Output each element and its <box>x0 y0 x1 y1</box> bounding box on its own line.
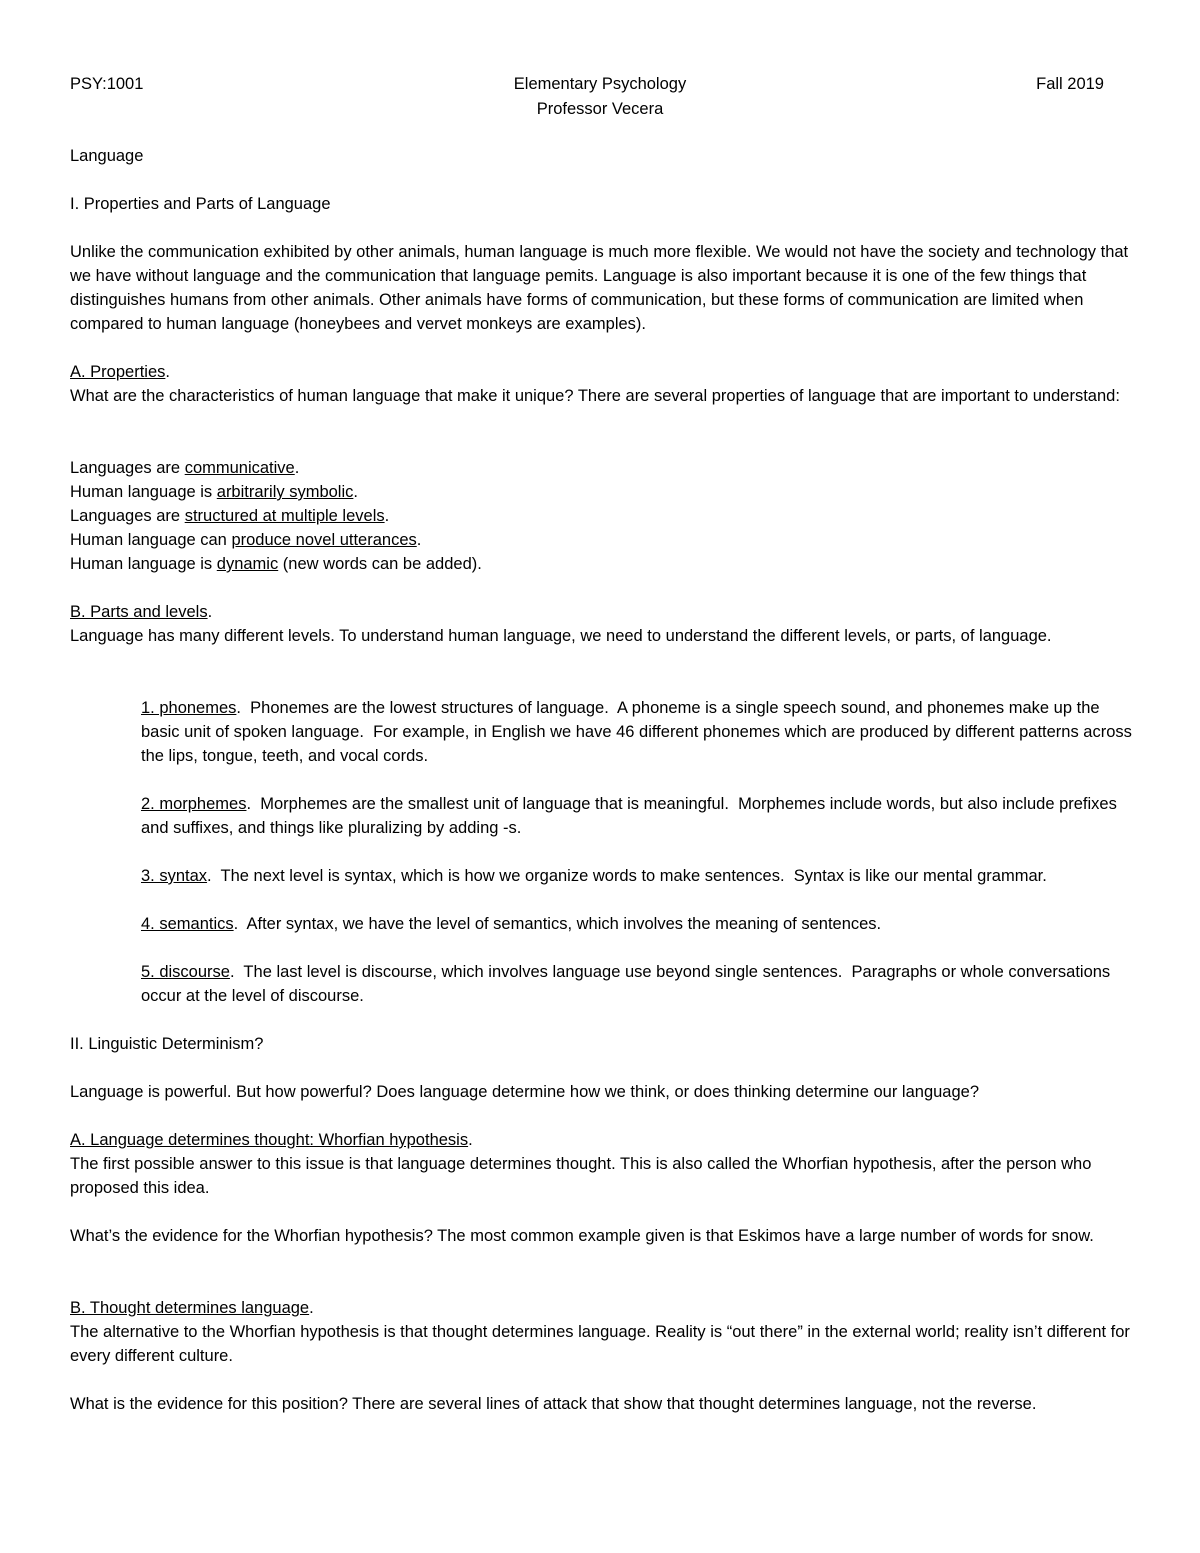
property-term: communicative <box>184 459 295 477</box>
section-2a-heading: A. Language determines thought: Whorfian hypothesis. <box>70 1131 473 1149</box>
section-2-heading: II. Linguistic Determinism? <box>70 1035 264 1053</box>
property-suffix: . <box>416 531 422 549</box>
section-2-intro: Language is powerful. But how powerful? Does language determine how we think, or does thinking determine our language? <box>70 1083 979 1101</box>
property-prefix: Languages are <box>70 459 185 477</box>
section-1-intro: Unlike the communication exhibited by other animals, human language is much more flexible. We would not have the society and technology that we have without language and the communication that language pemits. Language is also important because it is one of the few things that distinguishes humans from other animals. Other animals have forms of communication, but these forms of communication are limited when compared to human language (honeybees and vervet monkeys are examples). <box>70 243 1129 333</box>
section-1a-body: What are the characteristics of human language that make it unique? There are several properties of language that are important to understand: <box>70 387 1120 405</box>
property-prefix: Human language is <box>70 483 217 501</box>
section-1a-heading: A. Properties. <box>70 363 170 381</box>
property-item <box>70 456 299 480</box>
level-term: 5. discourse <box>141 963 230 981</box>
level-text: After syntax, we have the level of semantics, which involves the meaning of sentences. <box>238 915 882 933</box>
course-title: Elementary Psychology <box>513 75 687 93</box>
section-2b-heading: B. Thought determines language. <box>70 1299 314 1317</box>
section-1b-heading: B. Parts and levels. <box>70 603 213 621</box>
level-term: 1. phonemes <box>141 699 237 717</box>
level-item: 2. morphemes. Morphemes are the smallest unit of language that is meaningful. Morphemes include words, but also include prefixes and suffixes, and things like pluralizing by adding -s. <box>141 795 1122 837</box>
property-term: arbitrarily symbolic <box>216 483 354 501</box>
topic-title: Language <box>70 147 144 165</box>
section-2b-heading-text: B. Thought determines language <box>70 1299 310 1317</box>
level-item: 1. phonemes. Phonemes are the lowest structures of language. A phoneme is a single speech sound, and phonemes make up the basic unit of spoken language. For example, in English we have 46 different phonemes which are produced by different patterns across the lips, tongue, teeth, and vocal cords. <box>141 699 1137 765</box>
level-term: 2. morphemes <box>141 795 247 813</box>
level-item: 4. semantics. After syntax, we have the level of semantics, which involves the meaning of sentences. <box>141 915 882 933</box>
property-term: produce novel utterances <box>231 531 417 549</box>
section-1b-heading-text: B. Parts and levels <box>70 603 208 621</box>
level-term: 3. syntax <box>141 867 208 885</box>
level-text: Morphemes are the smallest unit of language that is meaningful. Morphemes include words, but also include prefixes and suffixes, and things like pluralizing by adding -s. <box>141 795 1122 837</box>
property-prefix: Human language is <box>70 555 217 573</box>
property-item <box>70 528 421 552</box>
section-2b-body-1: The alternative to the Whorfian hypothesis is that thought determines language. Reality is “out there” in the external world; reality isn’t different for every different culture. <box>70 1323 1130 1365</box>
professor-name: Professor Vecera <box>536 100 664 118</box>
level-term: 4. semantics <box>141 915 234 933</box>
property-term: structured at multiple levels <box>184 507 385 525</box>
property-item <box>70 504 389 528</box>
section-2b-body-2: What is the evidence for this position? There are several lines of attack that show that thought determines language, not the reverse. <box>70 1395 1037 1413</box>
property-item <box>70 480 358 504</box>
section-2a-heading-text: A. Language determines thought: Whorfian hypothesis <box>70 1131 469 1149</box>
property-suffix: . <box>353 483 358 501</box>
property-suffix: . <box>294 459 300 477</box>
level-item: 5. discourse. The last level is discourse, which involves language use beyond single sentences. Paragraphs or whole conversations occur at the level of discourse. <box>141 963 1115 1005</box>
level-text: Phonemes are the lowest structures of language. A phoneme is a single speech sound, and phonemes make up the basic unit of spoken language. For example, in English we have 46 different phonemes which are produced by different patterns across the lips, tongue, teeth, and vocal cords. <box>141 699 1137 765</box>
level-item: 3. syntax. The next level is syntax, which is how we organize words to make sentences. Syntax is like our mental grammar. <box>141 867 1047 885</box>
section-1a-heading-text: A. Properties <box>70 363 166 381</box>
level-text: The last level is discourse, which involves language use beyond single sentences. Paragraphs or whole conversations occur at the level of discourse. <box>141 963 1115 1005</box>
section-1b-body: Language has many different levels. To understand human language, we need to understand the different levels, or parts, of language. <box>70 627 1052 645</box>
term: Fall 2019 <box>1036 75 1104 93</box>
section-1-heading: I. Properties and Parts of Language <box>70 195 331 213</box>
property-term: dynamic <box>216 555 279 573</box>
section-2a-body-2: What’s the evidence for the Whorfian hypothesis? The most common example given is that Eskimos have a large number of words for snow. <box>70 1227 1094 1245</box>
course-code: PSY:1001 <box>70 75 144 93</box>
section-2a-body-1: The first possible answer to this issue is that language determines thought. This is also called the Whorfian hypothesis, after the person who proposed this idea. <box>70 1155 1092 1197</box>
level-text: The next level is syntax, which is how we organize words to make sentences. Syntax is like our mental grammar. <box>211 867 1047 885</box>
property-prefix: Languages are <box>70 507 185 525</box>
property-prefix: Human language can <box>70 531 232 549</box>
property-suffix: . <box>384 507 390 525</box>
property-suffix: (new words can be added). <box>278 555 482 573</box>
property-item <box>70 552 482 576</box>
